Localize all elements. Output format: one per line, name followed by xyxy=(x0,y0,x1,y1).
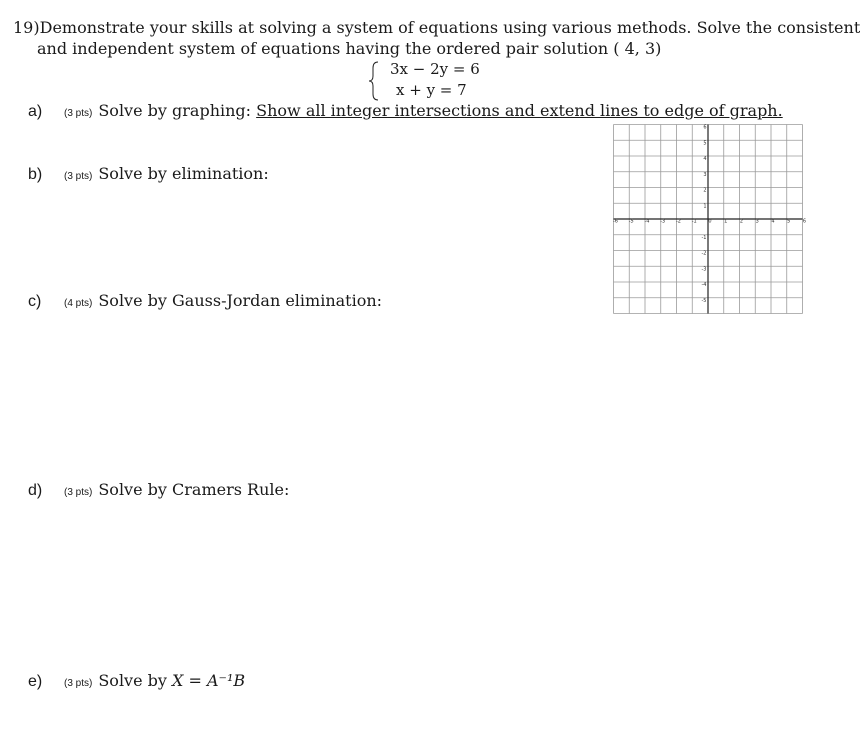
part-letter: d) xyxy=(28,482,43,499)
x-tick-label: -4 xyxy=(644,218,650,225)
part-points: (3 pts) xyxy=(64,108,93,119)
part-d xyxy=(28,480,289,503)
part-text: Solve by Cramers Rule: xyxy=(98,480,290,499)
part-points: (4 pts) xyxy=(64,298,93,309)
x-tick-label: 0 xyxy=(708,218,712,225)
x-tick-label: -5 xyxy=(628,218,634,225)
y-tick-label: -3 xyxy=(701,266,707,273)
x-tick-label: 2 xyxy=(739,218,744,225)
y-tick-label: -5 xyxy=(701,297,707,304)
question-text-1: Demonstrate your skills at solving a system of equations using various methods. Solve the consistent xyxy=(39,18,860,37)
part-a xyxy=(28,101,783,124)
part-points: (3 pts) xyxy=(64,678,93,689)
coordinate-grid xyxy=(613,124,807,314)
part-text: Solve by Gauss-Jordan elimination: xyxy=(98,291,383,310)
part-text: Solve by graphing: xyxy=(98,101,252,120)
part-e xyxy=(28,671,245,694)
x-tick-label: 5 xyxy=(787,218,791,225)
part-points: (3 pts) xyxy=(64,487,93,498)
question-number: 19) xyxy=(13,18,40,37)
x-tick-label: 6 xyxy=(802,218,807,225)
x-tick-label: -6 xyxy=(613,218,618,225)
part-b xyxy=(28,164,269,187)
y-tick-label: -4 xyxy=(701,282,707,288)
y-tick-label: 3 xyxy=(703,171,707,178)
y-tick-label: -2 xyxy=(701,250,707,257)
part-formula: X = A⁻¹B xyxy=(172,671,246,690)
x-tick-label: -3 xyxy=(660,218,666,225)
y-tick-label: -1 xyxy=(701,234,707,241)
part-letter: c) xyxy=(28,293,42,310)
equation-1: 3x − 2y = 6 xyxy=(390,60,480,78)
question-line-2: and independent system of equations having the ordered pair solution ( 4, 3) xyxy=(37,39,662,58)
question-line-1 xyxy=(13,18,860,38)
part-c xyxy=(28,291,382,314)
part-points: (3 pts) xyxy=(64,171,93,182)
part-letter: a) xyxy=(28,103,43,120)
x-tick-label: -1 xyxy=(691,218,697,225)
left-brace-icon xyxy=(368,60,382,102)
part-text: Solve by xyxy=(98,671,167,690)
y-tick-label: 6 xyxy=(703,124,707,131)
y-tick-label: 5 xyxy=(703,140,707,147)
part-instruction: Show all integer intersections and extend lines to edge of graph. xyxy=(256,101,783,120)
x-tick-label: 3 xyxy=(755,218,759,225)
y-tick-label: 1 xyxy=(703,203,707,210)
x-tick-label: -2 xyxy=(676,218,681,225)
part-letter: e) xyxy=(28,673,43,690)
part-text: Solve by elimination: xyxy=(98,164,269,183)
y-tick-label: 4 xyxy=(703,156,707,162)
equation-2: x + y = 7 xyxy=(396,81,467,99)
x-tick-label: 1 xyxy=(724,218,728,225)
part-letter: b) xyxy=(28,166,43,183)
y-tick-label: 2 xyxy=(703,187,707,194)
x-tick-label: 4 xyxy=(771,218,775,225)
equation-system xyxy=(368,60,508,102)
